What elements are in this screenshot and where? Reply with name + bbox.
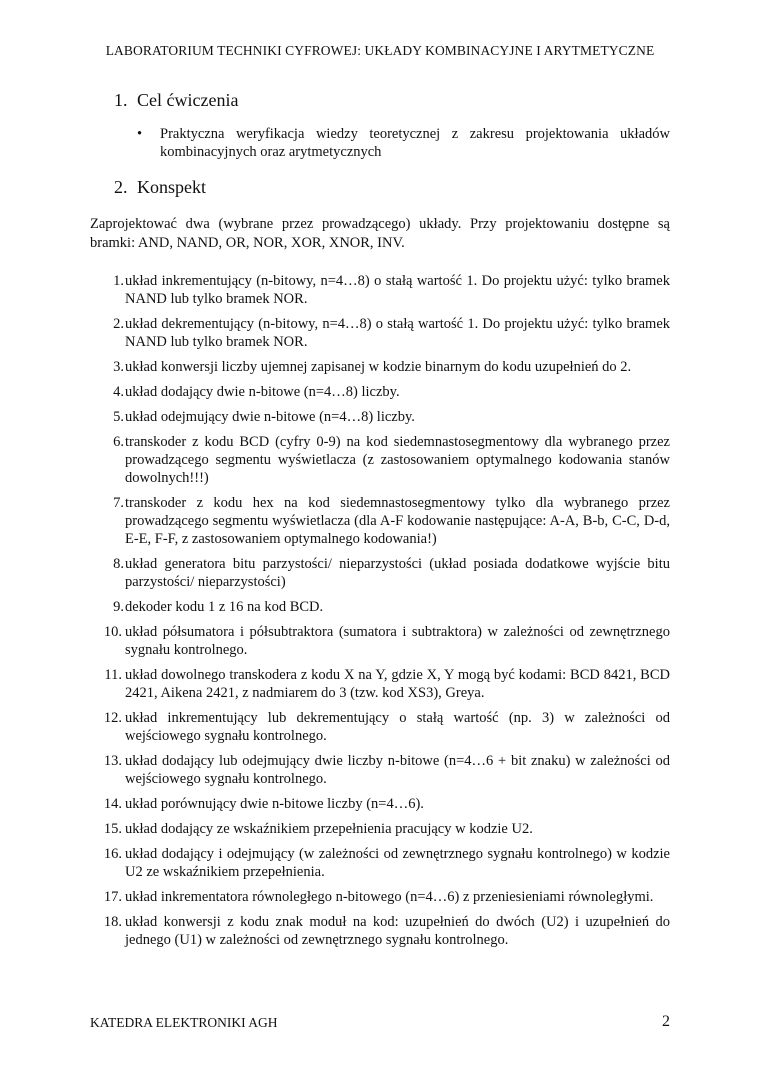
task-text: transkoder z kodu hex na kod siedemnastosegmentowy tylko dla wybranego przez prowadzącego segmentu wyświetlacza (dla A-F kodowanie następujące: A-A, B-b, C-C, D-d, E-E, F-F, z zastosowaniem optymalnego kodowania!) xyxy=(125,495,670,547)
task-text: układ dodający lub odejmujący dwie liczby n-bitowe (n=4…6 + bit znaku) w zależności od wejściowego sygnału kontrolnego. xyxy=(125,753,670,787)
task-item xyxy=(90,888,670,906)
task-text: układ konwersji z kodu znak moduł na kod: uzupełnień do dwóch (U2) i uzupełnień do jednego (U1) w zależności od zewnętrznego sygnału kontrolnego. xyxy=(125,914,670,948)
goal-bullet-text: Praktyczna weryfikacja wiedzy teoretycznej z zakresu projektowania układów kombinacyjnych oraz arytmetycznych xyxy=(160,126,670,160)
task-item xyxy=(90,795,670,813)
task-item xyxy=(90,494,670,548)
task-number: 15. xyxy=(103,821,122,837)
section-number: 1. xyxy=(114,90,128,110)
section-heading-goal xyxy=(114,90,238,111)
goal-bullet-item xyxy=(137,125,670,161)
task-number: 7. xyxy=(113,495,124,511)
task-item xyxy=(90,709,670,745)
task-item xyxy=(90,408,670,426)
task-text: układ generatora bitu parzystości/ nieparzystości (układ posiada dodatkowe wyjście bitu parzystości/ nieparzystości) xyxy=(125,556,670,590)
task-item xyxy=(90,555,670,591)
task-item xyxy=(90,433,670,487)
task-text: transkoder z kodu BCD (cyfry 0-9) na kod siedemnastosegmentowy dla wybranego przez prowadzącego segmentu wyświetlacza (z zastosowaniem optymalnego kodowania stanów dowolnych!!!) xyxy=(125,434,670,486)
page-number: 2 xyxy=(662,1013,670,1030)
task-item xyxy=(90,820,670,838)
footer-department: KATEDRA ELEKTRONIKI AGH xyxy=(90,1015,278,1030)
task-item xyxy=(90,315,670,351)
task-number: 6. xyxy=(113,434,124,450)
task-text: układ konwersji liczby ujemnej zapisanej w kodzie binarnym do kodu uzupełnień do 2. xyxy=(125,359,632,375)
task-number: 4. xyxy=(113,384,124,400)
task-number: 9. xyxy=(113,599,124,615)
task-item xyxy=(90,272,670,308)
page-header: LABORATORIUM TECHNIKI CYFROWEJ: UKŁADY KOMBINACYJNE I ARYTMETYCZNE xyxy=(105,43,655,58)
task-number: 5. xyxy=(113,409,124,425)
task-text: układ dodający dwie n-bitowe (n=4…8) liczby. xyxy=(125,384,400,400)
task-item xyxy=(90,598,670,616)
task-text: układ porównujący dwie n-bitowe liczby (n=4…6). xyxy=(125,796,424,812)
task-text: dekoder kodu 1 z 16 na kod BCD. xyxy=(125,599,324,615)
task-text: układ półsumatora i półsubtraktora (sumatora i subtraktora) w zależności od zewnętrznego sygnału kontrolnego. xyxy=(125,624,670,658)
task-number: 2. xyxy=(113,316,124,332)
task-text: układ inkrementujący lub dekrementujący o stałą wartość (np. 3) w zależności od wejściowego sygnału kontrolnego. xyxy=(125,710,670,744)
task-item xyxy=(90,913,670,949)
task-number: 8. xyxy=(113,556,124,572)
task-number: 1. xyxy=(113,273,124,289)
task-number: 17. xyxy=(103,889,122,905)
section-title: Konspekt xyxy=(137,177,206,197)
section-number: 2. xyxy=(114,177,128,197)
task-item xyxy=(90,383,670,401)
task-item xyxy=(90,845,670,881)
task-text: układ dowolnego transkodera z kodu X na Y, gdzie X, Y mogą być kodami: BCD 8421, BCD 2421, Aikena 2421, z nadmiarem do 3 (tzw. kod XS3), Greya. xyxy=(125,667,670,701)
task-number: 14. xyxy=(103,796,122,812)
section-heading-outline xyxy=(114,177,206,198)
bullet-icon: • xyxy=(137,126,143,142)
task-number: 13. xyxy=(103,753,122,769)
intro-paragraph: Zaprojektować dwa (wybrane przez prowadzącego) układy. Przy projektowaniu dostępne są bramki: AND, NAND, OR, NOR, XOR, XNOR, INV. xyxy=(90,216,670,251)
task-item xyxy=(90,623,670,659)
section-title: Cel ćwiczenia xyxy=(137,90,239,110)
task-text: układ dekrementujący (n-bitowy, n=4…8) o stałą wartość 1. Do projektu użyć: tylko bramek NAND lub tylko bramek NOR. xyxy=(125,316,670,350)
task-number: 16. xyxy=(103,846,122,862)
task-list xyxy=(90,272,670,956)
task-text: układ odejmujący dwie n-bitowe (n=4…8) liczby. xyxy=(125,409,415,425)
task-number: 3. xyxy=(113,359,124,375)
task-number: 11. xyxy=(104,667,122,683)
task-text: układ dodający i odejmujący (w zależności od zewnętrznego sygnału kontrolnego) w kodzie U2 ze wskaźnikiem przepełnienia. xyxy=(125,846,670,880)
task-text: układ inkrementatora równoległego n-bitowego (n=4…6) z przeniesieniami równoległymi. xyxy=(125,889,654,905)
task-number: 12. xyxy=(103,710,122,726)
task-item xyxy=(90,666,670,702)
task-number: 18. xyxy=(103,914,122,930)
task-text: układ inkrementujący (n-bitowy, n=4…8) o stałą wartość 1. Do projektu użyć: tylko bramek NAND lub tylko bramek NOR. xyxy=(125,273,670,307)
task-number: 10. xyxy=(103,624,122,640)
task-item xyxy=(90,752,670,788)
task-item xyxy=(90,358,670,376)
task-text: układ dodający ze wskaźnikiem przepełnienia pracujący w kodzie U2. xyxy=(125,821,533,837)
